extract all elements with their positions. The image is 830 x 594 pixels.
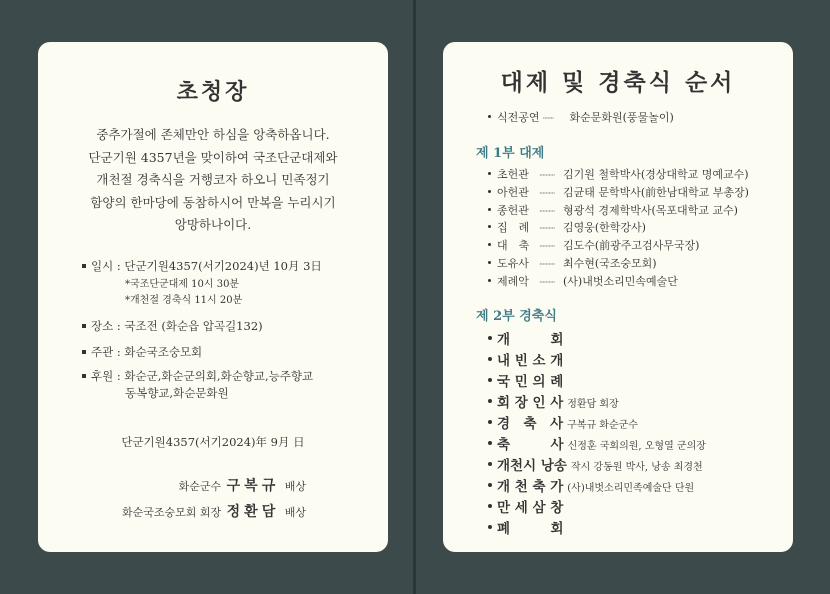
bullet-icon — [488, 357, 492, 361]
ritual-role: 제례악 — [497, 274, 529, 288]
schedule-label: 일시 : 단군기원4357(서기2024)년 10月 3日 — [91, 259, 322, 273]
part1-row — [488, 219, 646, 235]
ceremony-detail: 구복규 화순군수 — [567, 420, 638, 431]
officiant-name: 형광석 경제학박사(목포대학교 교수) — [563, 203, 738, 217]
part1-row — [488, 273, 678, 289]
ritual-role: 대 축 — [497, 239, 530, 253]
bullet-icon — [488, 208, 491, 211]
bullet-icon — [488, 420, 492, 424]
invitation-date: 단군기원4357(서기2024)年 9月 日 — [121, 435, 305, 449]
greeting-line: 앙망하나이다. — [174, 217, 252, 232]
part2-row — [488, 454, 703, 474]
ceremony-item: 축 사 — [497, 437, 564, 453]
officiant-name: 김균태 문학박사(前한남대학교 부총장) — [563, 185, 749, 199]
program-card — [443, 42, 793, 552]
venue-info: 장소 : 국조전 (화순읍 압곡길132) — [82, 318, 263, 334]
ceremony-detail: 작시 강동원 박사, 낭송 최경천 — [570, 462, 703, 473]
officiant-name: 김기원 철학박사(경상대학교 명예교수) — [563, 168, 749, 181]
program-title: 대제 및 경축식 순서 — [500, 69, 736, 96]
ceremony-detail: (사)내벗소리민족예술단 단원 — [567, 483, 695, 494]
ritual-role: 아헌관 — [497, 185, 529, 199]
signer-name: 구복규 — [226, 478, 280, 494]
part2-row — [488, 517, 568, 537]
signature-chairman: 화순국조숭모회 회장 정환담 배상 — [122, 504, 306, 520]
bullet-icon — [488, 462, 492, 466]
bullet-icon — [488, 279, 491, 282]
opening-performance-row: 식전공연 ······· 화순문화원(풍물놀이) — [488, 109, 674, 125]
part1-row — [488, 255, 657, 271]
part1-row — [488, 237, 699, 253]
ritual-role: 종헌관 — [497, 203, 529, 217]
part1-row — [488, 202, 738, 218]
bullet-icon — [488, 243, 491, 246]
part2-row — [488, 391, 619, 411]
part2-row — [488, 349, 567, 369]
bullet-icon — [488, 399, 492, 403]
part1-row — [488, 166, 749, 182]
dot-leader: ·········· — [539, 188, 555, 198]
ceremony-item: 개 천 축 가 — [497, 479, 564, 495]
book-spine — [413, 0, 416, 594]
dot-leader: ·········· — [539, 224, 555, 234]
bullet-icon — [488, 225, 491, 228]
part2-row — [488, 496, 567, 516]
greeting-line: 중추가절에 존체만안 하심을 앙축하옵니다. — [96, 127, 330, 142]
square-bullet-icon — [82, 264, 86, 268]
ceremony-detail: 신정훈 국회의원, 오형열 군의장 — [567, 441, 706, 452]
invitation-title: 초청장 — [176, 79, 250, 105]
part2-row — [488, 370, 567, 390]
part1-heading: 제 1부 대제 — [476, 146, 545, 161]
ceremony-item: 경 축 사 — [497, 416, 564, 432]
sponsor-info: 후원 : 화순군,화순군의회,화순향교,능주향교 동복향교,화순문화원 — [82, 368, 313, 402]
ceremony-detail: 정환담 회장 — [567, 399, 619, 410]
officiant-name: 김영웅(한학강사) — [563, 221, 646, 235]
dot-leader: ·········· — [539, 171, 555, 180]
host-info: 주관 : 화순국조숭모회 — [82, 344, 202, 360]
schedule-info — [82, 258, 322, 309]
greeting-line: 함양의 한마당에 동참하시어 만복을 누리시기 — [90, 194, 336, 210]
part2-row — [488, 475, 694, 495]
officiant-name: 김도수(前광주고검사무국장) — [563, 239, 700, 253]
bullet-icon — [488, 378, 492, 382]
part2-row — [488, 433, 706, 453]
bullet-icon — [488, 483, 492, 487]
ritual-role: 초헌관 — [497, 168, 529, 181]
part2-row — [488, 328, 568, 348]
ceremony-item: 만 세 삼 창 — [497, 500, 564, 516]
signer-name: 정환담 — [226, 504, 280, 520]
greeting-text — [58, 124, 368, 237]
part2-heading: 제 2부 경축식 — [476, 309, 557, 324]
ceremony-item: 개 회 — [497, 332, 564, 348]
square-bullet-icon — [82, 350, 86, 354]
ceremony-item: 폐 회 — [497, 521, 564, 537]
bullet-icon — [488, 441, 492, 445]
bullet-icon — [488, 172, 491, 175]
dot-leader: ·········· — [539, 242, 555, 252]
ritual-role: 집 례 — [497, 221, 530, 235]
ceremony-item: 개천시 낭송 — [497, 458, 567, 474]
part1-row — [488, 184, 749, 200]
bullet-icon — [488, 190, 491, 193]
greeting-line: 단군기원 4357년을 맞이하여 국조단군대제와 — [88, 149, 338, 165]
officiant-name: 최수현(국조숭모회) — [563, 257, 657, 270]
greeting-line: 개천절 경축식을 거행코자 하오니 민족정기 — [96, 172, 330, 187]
bullet-icon — [488, 261, 491, 264]
part2-row — [488, 412, 638, 432]
dot-leader: ·········· — [539, 277, 555, 287]
signature-governor: 화순군수 구복규 배상 — [178, 478, 306, 494]
ritual-role: 도유사 — [497, 257, 529, 270]
officiant-name: (사)내벗소리민속예술단 — [563, 274, 678, 288]
square-bullet-icon — [82, 324, 86, 328]
bullet-icon — [488, 525, 492, 529]
square-bullet-icon — [82, 374, 86, 378]
dot-leader: ·········· — [539, 206, 555, 216]
ceremony-item: 회 장 인 사 — [497, 395, 564, 411]
schedule-sub: *국조단군대제 10시 30분 — [125, 279, 240, 290]
bullet-icon — [488, 115, 491, 118]
bullet-icon — [488, 504, 492, 508]
ceremony-item: 내 빈 소 개 — [497, 353, 564, 369]
invitation-card — [38, 42, 388, 552]
schedule-sub: *개천절 경축식 11시 20분 — [125, 295, 243, 306]
ceremony-item: 국 민 의 례 — [497, 374, 564, 390]
dot-leader: ·········· — [539, 260, 555, 269]
bullet-icon — [488, 336, 492, 340]
